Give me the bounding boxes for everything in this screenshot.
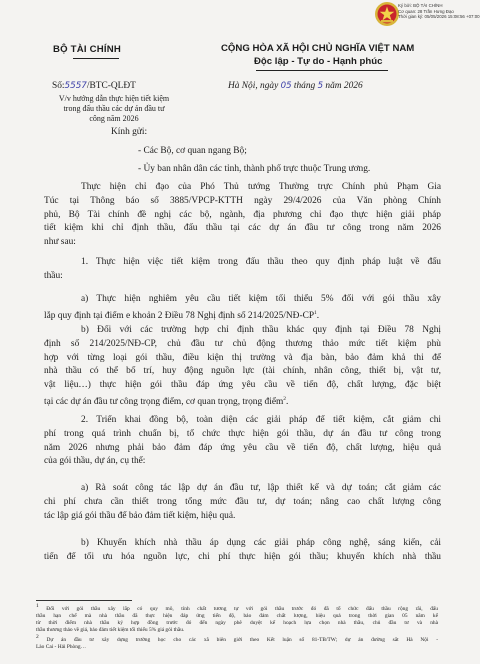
nation-title: CỘNG HÒA XÃ HỘI CHỦ NGHĨA VIỆT NAM: [221, 43, 415, 54]
recipient-provinces: - Ủy ban nhân dân các tỉnh, thành phố trực thuộc Trung ương.: [138, 164, 371, 174]
footnote-ref-2: 2: [283, 395, 287, 402]
footnote-ref-1: 1: [314, 309, 317, 316]
item-b: b) Đối với các trường hợp chỉ định thầu khác quy định tại Điều 78 Nghị định số 214/2025/NĐ-CP, chủ đầu tư chủ động thương thảo mức tiết kiệm phù hợp với từng loại gói thầu, điều kiện thị trường và địa bàn, bảo đảm khả thi để nhà thầu có thể bố trí, huy động nguồn lực (tài chính, nhân công, thiết bị, vật tư, vật liệu…) thực hiện gói thầu đáp ứng yêu cầu về tiến độ, chất lượng, đặc biệt tại các dự án đầu tư công trọng điểm, cơ quan trọng, trọng điểm$^2$.: [44, 325, 441, 408]
signature-agency: Cơ quan: 28 Trần Hưng Đạo: [398, 8, 454, 14]
motto-underline: [256, 70, 388, 71]
section-1-heading: 1. Thực hiện việc tiết kiệm trong đấu thầu theo quy định pháp luật về đấu thầu:: [44, 257, 441, 281]
doc-number-handwritten: 5557: [64, 81, 87, 91]
signature-signed-by: Ký bởi: BỘ TÀI CHÍNH: [398, 3, 443, 8]
footnote-1: $^1$ Đối với gói thầu xây lắp có quy mô, tính chất tương tự với gói thầu trước đó đã tổ chức đấu thầu rộng rãi, đấu thầu hạn chế mà nhà thầu đã thực hiện đáp ứng tiến độ, bảo đảm chất lượng, hiệu quả trong thời gian 05 năm kể từ thời điểm nhà thầu ký hợp đồng trước đó đến ngày phê duyệt kế hoạch lựa chọn nhà thầu, chủ đầu tư và nhà thầu thương thảo về giá, bảo đảm tiết kiệm tối thiểu 5% giá gói thầu.: [36, 603, 438, 633]
greeting: Kính gửi:: [111, 127, 148, 137]
ministry-underline: [73, 58, 119, 59]
document-subject: V/v hướng dẫn thực hiện tiết kiệm trong đấu thầu các dự án đầu tư công năm 2026: [58, 94, 170, 124]
section-2: 2. Triển khai đồng bộ, toàn diện các giải pháp để tiết kiệm, cắt giảm chi phí trong quá trình chuẩn bị, tổ chức thực hiện gói thầu, dự án đầu tư công trong năm 2026 nhưng phải bảo đảm đáp ứng yêu cầu về tiến độ, chất lượng, hiệu quả của gói thầu, dự án, cụ thể:: [44, 415, 441, 467]
ministry-name: BỘ TÀI CHÍNH: [53, 44, 121, 55]
date-month-handwritten: 5: [317, 81, 324, 91]
recipient-ministries: - Các Bộ, cơ quan ngang Bộ;: [138, 146, 247, 156]
footnote-separator: [36, 600, 132, 601]
digital-signature-block: [398, 3, 480, 20]
date-day-handwritten: 05: [280, 81, 292, 91]
document-date: Hà Nội, ngày 05 tháng 5 năm 2026: [228, 81, 363, 91]
national-motto: Độc lập - Tự do - Hạnh phúc: [254, 56, 383, 67]
item-a: a) Thực hiện nghiêm yêu cầu tiết kiệm tối thiểu 5% đối với gói thầu xây lắp quy định tại điểm e khoản 2 Điều 78 Nghị định số $214/2025/NĐ-CP^1$.: [44, 294, 441, 321]
national-emblem-icon: [374, 1, 400, 27]
signature-time: Thời gian ký: 05/05/2026 15:08:56 +07:00: [398, 14, 480, 20]
item-2b: b) Khuyến khích nhà thầu áp dụng các giải pháp công nghệ, sáng kiến, cải tiến để tối ưu hóa nguồn lực, chi phí thực hiện gói thầu; khuyến khích nhà thầu: [44, 538, 441, 562]
item-2a: a) Rà soát công tác lập dự án đầu tư, lập thiết kế và dự toán; cắt giảm các chi phí chưa cần thiết trong tổng mức đầu tư, dự toán; nâng cao chất lượng công tác lập giá gói thầu để bảo đảm tiết kiệm, hiệu quả.: [44, 483, 441, 521]
paragraph-intro: Thực hiện chỉ đạo của Phó Thủ tướng Thường trực Chính phủ Phạm Gia Túc tại Thông báo số 3885/VPCP-KTTH ngày 29/4/2026 của Văn phòng Chính phủ, Bộ Tài chính đề nghị các bộ, ngành, địa phương chỉ đạo thực hiện giải pháp tiết kiệm khi chỉ định thầu, đấu thầu tại các dự án đầu tư công trong năm 2026 như sau:: [44, 182, 441, 248]
footnote-2: $^2$ Dự án đầu tư xây dựng trường học cho các xã biên giới theo Kết luận số 81-TB/TW; dự án đường sắt Hà Nội - Lào Cai - Hải Phòng…: [36, 634, 438, 650]
document-number: Số:5557/BTC-QLĐT: [52, 81, 136, 91]
